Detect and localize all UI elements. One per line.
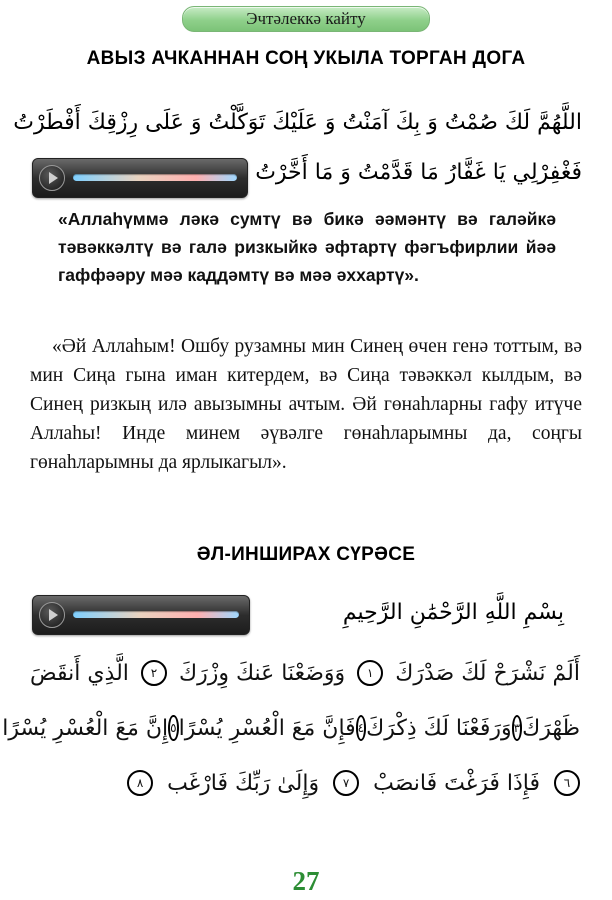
ayah-text: أَلَمْ نَشْرَحْ لَكَ صَدْرَكَ [395, 660, 580, 686]
ayah-number-marker: ٨ [127, 770, 153, 796]
ayah-line [2, 715, 580, 741]
ayah-line [30, 660, 580, 686]
surah-title: ӘЛ-ИНШИРАХ СҮРӘСЕ [196, 544, 416, 565]
ayah-number-marker: ٤ [356, 715, 366, 741]
audio-progress-track[interactable] [73, 174, 237, 181]
ayah-line [30, 770, 580, 796]
play-icon[interactable] [39, 165, 65, 191]
arabic-dua-line-2: فَغْفِرْلِي يَا غَفَّارُ مَا قَدَّمْتُ وَ مَا أَخَّرْتُ [255, 160, 582, 185]
ayah-text: فَإِذَا فَرَغْتَ فَانصَبْ [373, 770, 540, 796]
ayah-text: وَرَفَعْنَا لَكَ ذِكْرَكَ [366, 715, 512, 741]
audio-player-dua[interactable] [32, 158, 248, 198]
ayah-number-marker: ٢ [141, 660, 167, 686]
audio-player-surah[interactable] [32, 595, 250, 635]
audio-progress-track[interactable] [73, 611, 239, 618]
dua-translation: «Әй Аллаһым! Ошбу рузамны мин Синең өчен генә тоттым, вә мин Сиңа гына иман китердем, вә Сиңа тәвәккәл кылдым, вә Синең ризкың илә авызымны ачтым. Әй гөнаһларны гафу итүче Аллаһы! Инде минем әүвәлге гөнаһларымны да, соңгы гөнаһларымны да ярлыкагыл». [30, 336, 582, 473]
play-icon[interactable] [39, 602, 65, 628]
ayah-number-marker: ٧ [333, 770, 359, 796]
ayah-text: فَإِنَّ مَعَ الْعُسْرِ يُسْرًا [178, 715, 356, 741]
back-to-contents-button[interactable]: Эчтәлеккә кайту [182, 6, 430, 32]
page-number: 27 [292, 866, 320, 896]
ayah-text: الَّذِي أَنقَضَ [30, 660, 129, 686]
ayah-number-marker: ٥ [168, 715, 178, 741]
ayah-text: وَإِلَىٰ رَبِّكَ فَارْغَب [167, 770, 320, 796]
ayah-number-marker: ١ [357, 660, 383, 686]
dua-transliteration: «Аллаһүммә ләкә сумтү вә бикә әәмәнтү вә галәйкә тәвәккәлтү вә галә ризкыйкә әфтартү фәгъфирлии йәә гаффәәру мәә каддәмтү вә мәә әххартү». [58, 209, 556, 285]
basmala: بِسْمِ اللَّهِ الرَّحْمَٰنِ الرَّحِيمِ [342, 600, 564, 625]
ayah-number-marker: ٣ [512, 715, 522, 741]
ayah-text: ظَهْرَكَ [522, 715, 580, 741]
ayah-text: إِنَّ مَعَ الْعُسْرِ يُسْرًا [2, 715, 169, 741]
dua-title: АВЫЗ АЧКАННАН СОҢ УКЫЛА ТОРГАН ДОГА [86, 48, 526, 69]
ayah-number-marker: ٦ [554, 770, 580, 796]
ayah-text: وَوَضَعْنَا عَنكَ وِزْرَكَ [178, 660, 346, 686]
arabic-dua-line-1: اللَّهُمَّ لَكَ صُمْتُ وَ بِكَ آمَنْتُ وَ عَلَيْكَ تَوَكَّلْتُ وَ عَلَى رِزْقِكَ أَفْطَرْتُ [13, 110, 582, 135]
